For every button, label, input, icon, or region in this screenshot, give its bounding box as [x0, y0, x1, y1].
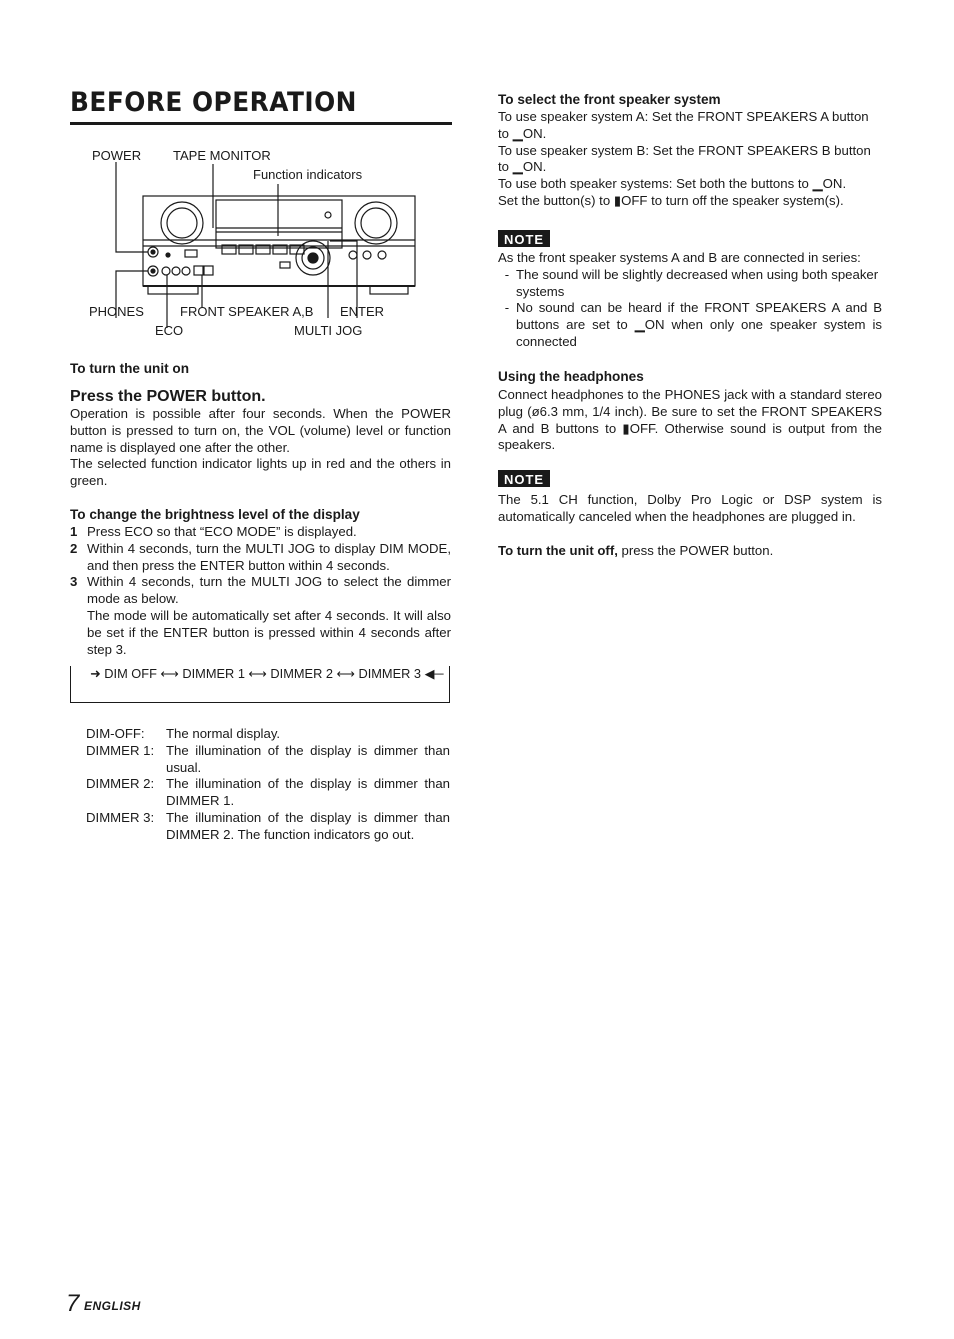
flow-dimmer-2: DIMMER 2: [270, 666, 333, 681]
turn-on-paragraph-1: Operation is possible after four seconds. When the POWER button is pressed to turn on, the VOL (volume) level or function name is displayed one after the other.: [70, 406, 451, 455]
turn-on-paragraph-2: The selected function indicator lights up in red and the others in green.: [70, 456, 451, 489]
label-multi-jog: MULTI JOG: [294, 323, 363, 338]
definition-row: DIMMER 1: The illumination of the display is dimmer than usual.: [86, 742, 450, 775]
button-on-icon: ▁: [634, 317, 645, 333]
label-power: POWER: [92, 148, 142, 163]
turn-on-text: [70, 406, 451, 490]
dimmer-definitions: [86, 726, 450, 844]
title-rule: [70, 122, 452, 125]
label-function-indicators: Function indicators: [253, 167, 363, 182]
page-number: 7: [66, 1290, 80, 1317]
list-item: - No sound can be heard if the FRONT SPEAKERS A and B buttons are set to ▁ON when only one speaker system is connected: [504, 300, 882, 349]
note-badge: NOTE: [498, 230, 550, 247]
headphones-text: Connect headphones to the PHONES jack with a standard stereo plug (ø6.3 mm, 1/4 inch). Be sure to set the FRONT SPEAKERS A and B buttons to ▮OFF. Otherwise sound is output from the speakers.: [498, 387, 882, 453]
button-off-icon: ▮: [622, 420, 630, 436]
arrow-left-icon: ◀─: [424, 666, 444, 681]
turn-on-heading: To turn the unit on: [70, 361, 190, 376]
double-arrow-icon: ⟷: [336, 666, 359, 681]
flow-dim-off: DIM OFF: [104, 666, 157, 681]
double-arrow-icon: ⟷: [160, 666, 183, 681]
page-title: BEFORE OPERATION: [70, 87, 357, 118]
receiver-diagram: [70, 140, 452, 345]
definition-row: DIM-OFF: The normal display.: [86, 726, 281, 741]
step-item: 1 Press ECO so that “ECO MODE” is displayed.: [70, 524, 357, 539]
headphones-heading: Using the headphones: [498, 369, 644, 384]
turn-off-text: To turn the unit off, press the POWER button.: [498, 543, 774, 558]
label-front-speaker: FRONT SPEAKER A,B: [180, 304, 314, 319]
button-on-icon: ▁: [512, 125, 523, 141]
button-on-icon: ▁: [812, 176, 823, 192]
label-eco: ECO: [155, 323, 184, 338]
arrow-right-icon: ➜: [90, 666, 101, 681]
page-language: ENGLISH: [84, 1299, 141, 1313]
label-enter: ENTER: [340, 304, 385, 319]
label-tape-monitor: TAPE MONITOR: [173, 148, 271, 163]
note-badge: NOTE: [498, 470, 550, 487]
dimmer-cycle: [90, 666, 444, 683]
brightness-steps: [70, 524, 451, 658]
double-arrow-icon: ⟷: [248, 666, 271, 681]
flow-dimmer-1: DIMMER 1: [182, 666, 245, 681]
list-item: - The sound will be slightly decreased when using both speaker systems: [504, 266, 879, 299]
button-on-icon: ▁: [512, 159, 523, 175]
definition-row: DIMMER 3: The illumination of the display is dimmer than DIMMER 2. The function indicators go out.: [86, 809, 450, 842]
front-speaker-text: To use speaker system A: Set the FRONT SPEAKERS A button to ▁ON. To use speaker system B: Set the FRONT SPEAKERS B button to ▁ON. To use both speaker systems: Set both the buttons to ▁ON. Set the button(s) to ▮OFF to turn off the speaker system(s).: [498, 109, 871, 208]
brightness-heading: To change the brightness level of the display: [70, 507, 360, 522]
flow-dimmer-3: DIMMER 3: [358, 666, 422, 681]
step-item: 2 Within 4 seconds, turn the MULTI JOG to display DIM MODE, and then press the ENTER button within 4 seconds.: [70, 540, 451, 573]
front-speaker-heading: To select the front speaker system: [498, 92, 721, 107]
definition-row: DIMMER 2: The illumination of the display is dimmer than DIMMER 1.: [86, 776, 450, 809]
note-1-content: As the front speaker systems A and B are connected in series: - The sound will be slightly decreased when using both speaker systems - No sound can be heard if the FRONT SPEAKERS A and B buttons are set to ▁ON when only one speaker system is connected: [498, 250, 882, 349]
label-phones: PHONES: [89, 304, 144, 319]
power-button-heading: Press the POWER button.: [70, 388, 266, 405]
step-item: 3 Within 4 seconds, turn the MULTI JOG to select the dimmer mode as below. The mode will be automatically set after 4 seconds. It will also be set if the ENTER button is pressed within 4 seconds after step 3.: [70, 574, 451, 657]
note-2-text: The 5.1 CH function, Dolby Pro Logic or DSP system is automatically canceled when the headphones are plugged in.: [498, 492, 882, 524]
button-off-icon: ▮: [613, 192, 622, 208]
